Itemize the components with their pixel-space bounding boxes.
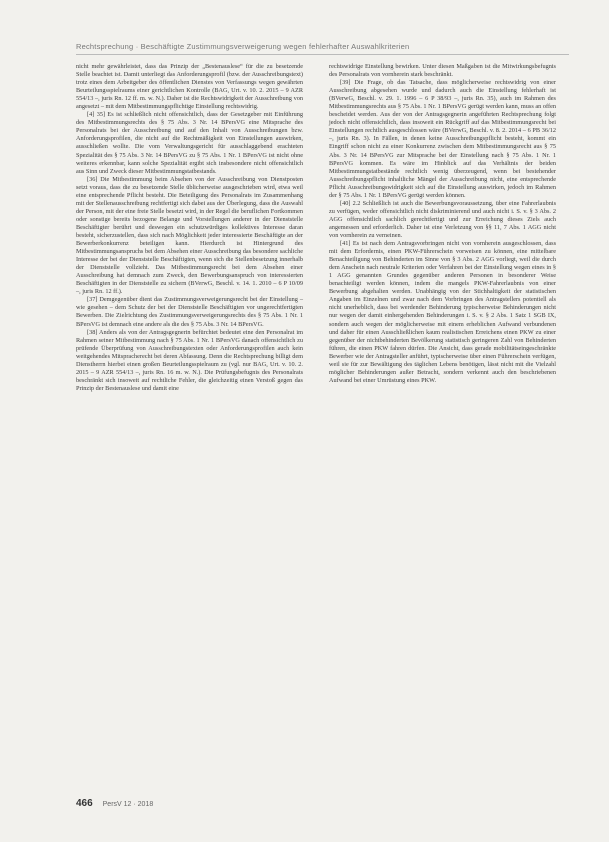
header-rule [76, 54, 569, 55]
paragraph: [40] 2.2 Schließlich ist auch die Bewerbungsvoraussetzung, über eine Fahrerlaubnis zu verfügen, weder offensichtlich nicht diskriminierend und auch nicht i. S. v. § 3 Abs. 2 AGG offensichtlich sachlich gerechtfertigt und zur Erreichung dieses Ziels auch angemessen und erforderlich. Daher ist eine Verletzung von §§ 11, 7 Abs. 1 AGG nicht von vornherein zu verneinen. [329, 199, 556, 239]
running-header: Rechtsprechung · Beschäftigte Zustimmungsverweigerung wegen fehlerhafter Auswahlkriterien [76, 42, 410, 51]
left-column [76, 63, 303, 393]
paragraph: nicht mehr gewährleistet, dass das Prinzip der „Bestenauslese“ für die zu besetzende Stelle beachtet ist. Damit unterliegt das Anforderungsprofil (bzw. der Ausschreibungstext) trotz eines dem Arbeitgeber des öffentlichen Dienstes von Verfassungs wegen gewährten Beurteilungsspielraums einer gerichtlichen Kontrolle (BAG, Urt. v. 10. 2. 2015 – 9 AZR 554/13 –, juris Rn. 12 ff. m. w. N.). Daher ist die Rechtswidrigkeit der Ausschreibung von angesetzt – mit dem Mitbestimmungspflichtige Einstellung rechtswidrig. [76, 63, 303, 111]
paragraph: rechtswidrige Einstellung bewirken. Unter diesen Maßgaben ist die Mitwirkungsbefugnis des Personalrats von vornherein stark beschränkt. [329, 63, 556, 79]
paragraph: [36] Die Mitbestimmung beim Absehen von der Ausschreibung von Dienstposten setzt voraus, dass die zu besetzende Stelle üblicherweise ausgeschrieben wird, etwa weil eine entsprechende Pflicht besteht. Die Beteiligung des Personalrats im Zusammenhang mit der Stellenausschreibung rechtfertigt sich dabei aus der Überlegung, dass die Auswahl der Person, mit der eine freie Stelle besetzt wird, in der Regel die beruflichen Fortkommen oder sonstige bereits bezogene Belange und Vorstellungen anderer in der Dienststelle Beschäftigter berührt und deswegen ein schutzwürdiges kollektives Interesse daran besteht, sicherzustellen, dass sich nach Möglichkeit jeder interessierte Beschäftigte an der Bewerberkonkurrenz beteiligen kann. Hierdurch ist Hintergrund des Mitbestimmungsanspruchs bei dem Absehen einer Ausschreibung das besondere sachliche Interesse der bei der Dienststelle Beschäftigten, wenn sich die Stellenbesetzung innerhalb der Dienststelle vollzieht. Das Mitbestimmungsrecht bei dem Absehen einer Ausschreibung hat demnach zum Zweck, den Bewerbungsanspruch von interessierten Beschäftigten in der Dienststelle zu sichern (BVerwG, Beschl. v. 14. 1. 2010 – 6 P 10/09 –, juris Rn. 12 ff.). [76, 175, 304, 296]
page-footer [76, 798, 153, 809]
paragraph: [41] Es ist nach dem Antragsvorbringen nicht von vornherein ausgeschlossen, dass mit dem Erfordernis, einen PKW-Führerschein vorweisen zu können, eine mittelbare Benachteiligung von Behinderten im Sinne von § 3 Abs. 2 AGG vorliegt, weil die durch dem Anschein nach neutrale Kriterien oder Verfahren bei der Einstellung wegen eines in § 1 AGG genannten Grundes gegenüber anderen Personen in besonderer Weise benachteiligt werden können, indem die mangels PKW-Fahrerlaubnis von einer Bewerbung abgehalten werden. Unabhängig von der Stichhaltigkeit der statistischen Angaben im Einzelnen und zwar nach dem Vorbringen des Antragstellers potentiell als nicht unerheblich, dass bei werdender Behinderung typischerweise Behinderungen nicht nur wegen der damit einhergehenden Behinderungen i. S. v. § 2 Abs. 1 Satz 1 SGB IX, sondern auch wegen der möglicherweise mit einem erheblichen Aufwand verbundenen und daher für einen Ausschließlichen kaum realistischen Erreichens einen PKW zu einer gegenüber der nichtbehinderten Bevölkerung statistisch geringeren Zahl von Behinderten führen, die einen PKW fahren dürfen. Die Ansicht, dass gerade mobilitätseingeschränkte Bewerber wie der Antragsteller anführt, typischerweise über einen Führerschein verfügen, weil sie für zur Bewältigung des täglichen Lebens benötigen, lässt nicht mit die Vielzahl möglicher Behinderungen außer Betracht, sondern verkennt auch den beschriebenen Aufwand bei einer Umrüstung eines PKW. [329, 240, 556, 384]
journal-issue: PersV 12 · 2018 [102, 801, 154, 808]
paragraph: [39] Die Frage, ob das Tatsache, dass möglicherweise rechtswidrig von einer Ausschreibung abgesehen wurde und dadurch auch die Einstellung fehlerhaft ist (BVerwG, Beschl. v. 29. 1. 1996 – 6 P 38/93 –, juris Rn. 35), auch im Rahmen des Mitbestimmungsrechts aus § 75 Abs. 1 Nr. 1 BPersVG gerügt werden kann, muss an offen bescheidet werden. Aus der von der Antragsgegnerin angeführten Rechtsprechung folgt jedoch nicht offensichtlich, dass insoweit ein Rückgriff auf das Mitbestimmungsrecht bei Einstellungen rechtlich ausgeschlossen wäre (BVerwG, Beschl. v. 8. 2. 2014 – 6 PB 36/12 –, juris Rn. 3). In Fällen, in denen keine Ausschreibungspflicht besteht, kommt ein Eingriff schon nicht zu einer Konkurrenz zwischen dem Mitbestimmungsrecht aus § 75 Abs. 3 Nr. 14 BPersVG zur Mitsprache bei der Einstellung nach § 75 Abs. 1 Nr. 1 BPersVG kommen. Es wäre im Hinblick auf das Verhältnis der beiden Mitbestimmungstatbestände rechtlich wenig überzeugend, wenn bei bestehender Ausschreibungspflicht inhaltliche Mängel der Ausschreibung nicht, eine entsprechende Pflicht Ausschreibungswidrigkeit sich auf die Einstellung auswirken, jedoch im Rahmen der § 75 Abs. 1 Nr. 1 BPersVG gerügt werden können. [329, 79, 556, 199]
right-column [329, 63, 556, 385]
paragraph: [37] Demgegenüber dient das Zustimmungsverweigerungsrecht bei der Einstellung – wie gesehen – dem Schutz der bei der Dienststelle Beschäftigten vor ungerechtfertigten Bewerben. Die Zielrichtung des Zustimmungsverweigerungsrechts des § 75 Abs. 1 Nr. 1 BPersVG ist demnach eine andere als die des § 75 Abs. 3 Nr. 14 BPersVG. [76, 296, 303, 328]
paragraph: [38] Anders als von der Antragsgegnerin befürchtet bedeutet eine den Personalrat im Rahmen seiner Mitbestimmung nach § 75 Abs. 1 Nr. 1 BPersVG danach offensichtlich zu prüfende Überprüfung von Ausschreibungstexten oder Anforderungsprofilen auch kein weitgehendes Mitspracherecht bei deren Abfassung. Denn die Rechtsprechung billigt dem Dienstherrn hierbei einen großen Beurteilungsspielraum zu (vgl. nur BAG, Urt. v. 10. 2. 2015 – 9 AZR 554/13 –, juris Rn. 16 m. w. N.). Die Prüfungsbefugnis des Personalrats beschränkt sich insoweit auf rechtliche Fehler, die gleichzeitig einen Verstoß gegen das Prinzip der Bestenauslese und damit eine [76, 328, 303, 392]
paragraph: [4] 35] Es ist schließlich nicht offensichtlich, dass der Gesetzgeber mit Einführung des Mitbestimmungsrechts des § 75 Abs. 3 Nr. 14 BPersVG eine Mitsprache des Personalrats bei der Ausschreibung und auf den Inhalt von Ausschreibungen bzw. Anforderungsprofilen, die nicht auf die Rechtmäßigkeit von Einstellungen auswirken, ausschließen wollte. Die vom Verwaltungsgericht für ausschlaggebend erachteten Spezialität des § 75 Abs. 3 Nr. 14 BPersVG zu § 75 Abs. 1 Nr. 1 BPersVG ist nicht ohne weiteres erkennbar, kann solche Spezialität ergibt sich insbesondere nicht offensichtlich aus Sinn und Zweck dieser Mitbestimmungstatbestands. [76, 111, 303, 175]
page-number: 466 [76, 798, 93, 809]
